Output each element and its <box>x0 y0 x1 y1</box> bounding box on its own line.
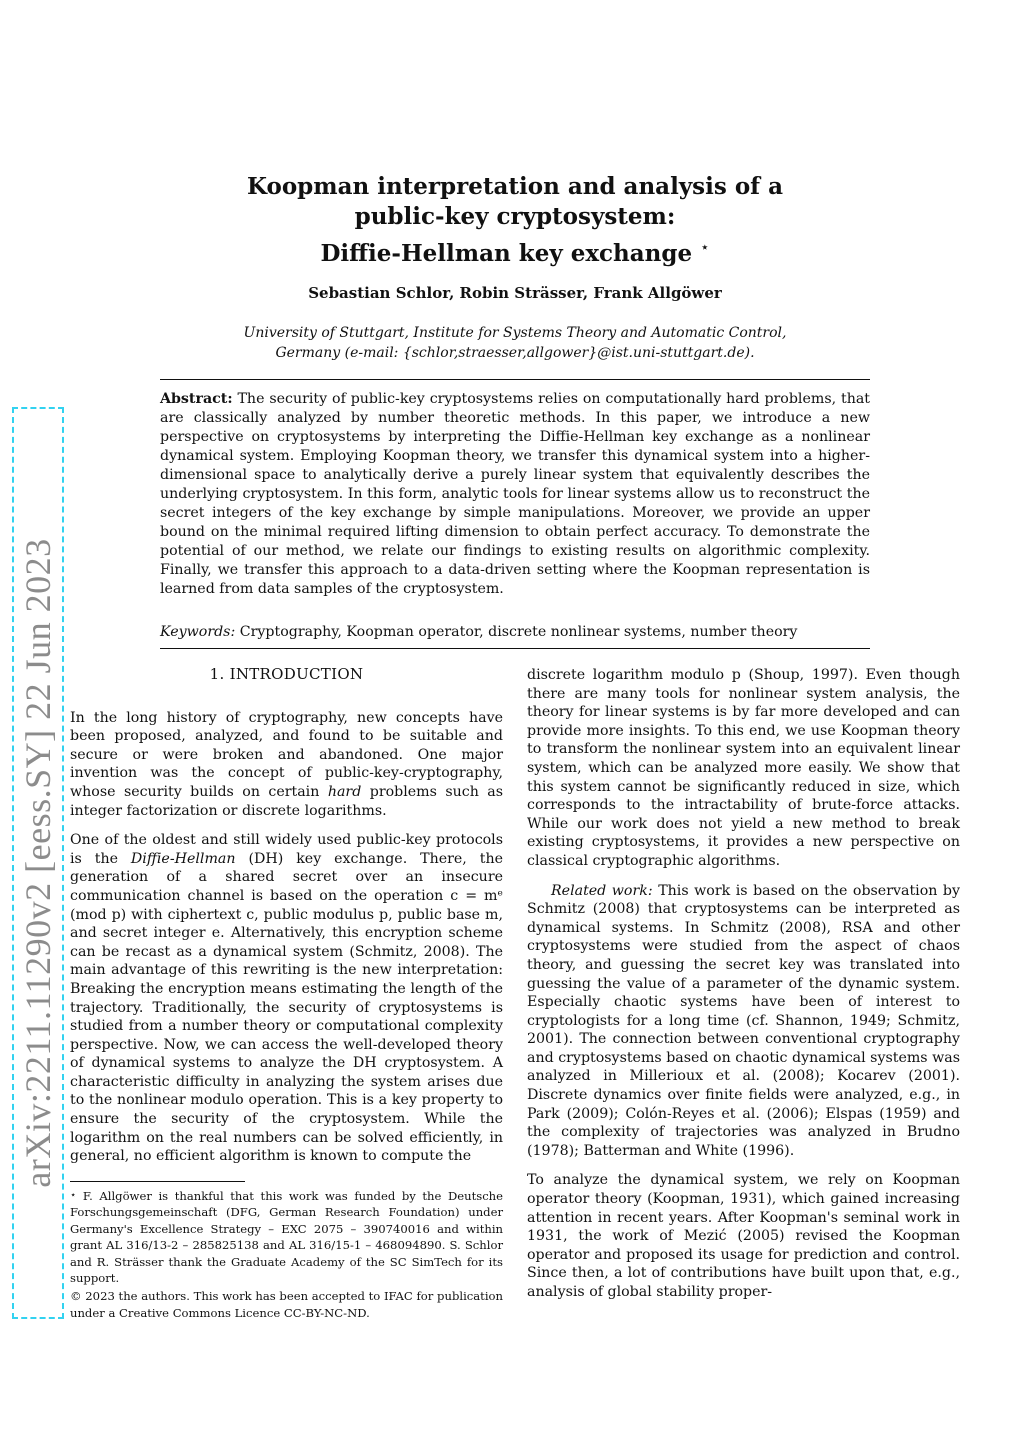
intro-paragraph-1: In the long history of cryptography, new concepts have been proposed, analyzed, and found to be suitable and secure or were broken and abandoned. One major invention was the concept of public-key-cryptography, whose security builds on certain hard problems such as integer factorization or discrete logarithms. <box>70 709 504 819</box>
related-work-paragraph: Related work: This work is based on the observation by Schmitz (2008) that cryptosystems can be interpreted as dynamical systems. In Schmitz (2008), RSA and other cryptosystems were studied from the aspect of chaos theory, and guessing the secret key was translated into guessing the value of a parameter of the dynamic system. Especially chaotic systems have been of interest to cryptologists for a long time (cf. Shannon, 1949; Schmitz, 2001). The connection between conventional cryptography and cryptosystems based on chaotic dynamical systems was analyzed in Millerioux et al. (2008); Kocarev (2001). Discrete dynamics over finite fields were analyzed, e.g., in Park (2009); Colón-Reyes et al. (2006); Elspas (1959) and the complexity of trajectories was analyzed in Brudno (1978); Batterman and White (1996). <box>527 882 961 1159</box>
abstract-label: Abstract: <box>160 391 233 407</box>
title-line-3 <box>160 232 870 269</box>
intro-paragraph-3: discrete logarithm modulo p (Shoup, 1997). Even though there are many tools for nonlinear system analysis, the theory for linear systems is by far more developed and can provide more insights. To this end, we use Koopman theory to transform the nonlinear system into an equivalent linear system, which can be analyzed more easily. We show that this system cannot be significantly reduced in size, which corresponds to the intractability of brute-force attacks. While our work does not yield a new method to break existing cryptosystems, it provides a new perspective on classical cryptographic algorithms. <box>527 667 960 869</box>
abstract-text: The security of public-key cryptosystems relies on computationally hard problems, that are classically analyzed by number theoretic methods. In this paper, we introduce a new perspective on cryptosystems by interpreting the Diffie-Hellman key exchange as a nonlinear dynamical system. Employing Koopman theory, we transfer this dynamical system into a higher-dimensional space to analytically derive a purely linear system that equivalently describes the underlying cryptosystem. In this form, analytic tools for linear systems allow us to reconstruct the secret integers of the key exchange by simple manipulations. Moreover, we provide an upper bound on the minimal required lifting dimension to obtain perfect accuracy. To demonstrate the potential of our method, we relate our findings to existing results on algorithmic complexity. Finally, we transfer this approach to a data-driven setting where the Koopman representation is learned from data samples of the cryptosystem. <box>160 391 870 597</box>
emphasis-diffie-hellman: Diffie-Hellman <box>130 850 236 867</box>
title-line-3-text: Diffie-Hellman key exchange <box>320 240 693 267</box>
left-column <box>70 665 503 1177</box>
title-footnote-mark: ⋆ <box>700 238 710 256</box>
arxiv-stamp <box>12 407 64 1319</box>
right-column <box>527 666 960 1313</box>
footnote-star: ⋆ <box>70 1190 77 1201</box>
footnote-rule <box>70 1181 245 1182</box>
emphasis-hard: hard <box>327 783 362 800</box>
footnote-copyright: © 2023 the authors. This work has been accepted to IFAC for publication under a Creative Commons Licence CC-BY-NC-ND. <box>70 1289 503 1320</box>
arxiv-id: arXiv:2211.11290v2 [eess.SY] 22 Jun 2023 <box>18 538 58 1188</box>
abstract-top-rule <box>160 379 870 380</box>
keywords-text: Cryptography, Koopman operator, discrete nonlinear systems, number theory <box>239 624 798 640</box>
footnotes <box>70 1188 503 1323</box>
paper-title <box>160 172 870 269</box>
affiliation-line-2: Germany (e-mail: {schlor,straesser,allgower}@ist.uni-stuttgart.de). <box>275 345 755 361</box>
intro-paragraph-4: To analyze the dynamical system, we rely on Koopman operator theory (Koopman, 1931), which gained increasing attention in recent years. After Koopman's seminal work in 1931, the work of Mezić (2005) revised the Koopman operator and proposed its usage for prediction and control. Since then, a lot of contributions have built upon that, e.g., analysis of global stability proper- <box>527 1172 960 1300</box>
section-heading-introduction: 1. INTRODUCTION <box>209 665 364 683</box>
affiliation <box>160 323 870 363</box>
title-line-2: public-key cryptosystem: <box>354 203 676 230</box>
affiliation-line-1: University of Stuttgart, Institute for Systems Theory and Automatic Control, <box>243 325 787 341</box>
footnote-funding: ⋆ F. Allgöwer is thankful that this work was funded by the Deutsche Forschungsgemeinschaft (DFG, German Research Foundation) under Germany's Excellence Strategy – EXC 2075 – 390740016 and within grant AL 316/13-2 – 285825138 and AL 316/15-1 – 468094890. S. Schlor and R. Strässer thank the Graduate Academy of the SC SimTech for its support. <box>70 1189 504 1286</box>
related-work-label: Related work: <box>551 882 653 899</box>
intro-paragraph-2: One of the oldest and still widely used public-key protocols is the Diffie-Hellman (DH) key exchange. There, the generation of a shared secret over an insecure communication channel is based on the operation c = mᵉ (mod p) with ciphertext c, public modulus p, public base m, and secret integer e. Alternatively, this encryption scheme can be recast as a dynamical system (Schmitz, 2008). The main advantage of this rewriting is the new interpretation: Breaking the encryption means estimating the length of the trajectory. Traditionally, the security of cryptosystems is studied from a number theory or computational complexity perspective. Now, we can access the well-developed theory of dynamical systems to analyze the DH cryptosystem. A characteristic difficulty in analyzing the system arises due to the nonlinear modulo operation. This is a key property to ensure the security of the cryptosystem. While the logarithm on the real numbers can be solved efficiently, in general, no efficient algorithm is known to compute the <box>70 832 503 1165</box>
authors: Sebastian Schlor, Robin Strässer, Frank Allgöwer <box>308 284 722 302</box>
title-line-1: Koopman interpretation and analysis of a <box>247 173 783 200</box>
keywords-label: Keywords: <box>160 624 236 640</box>
abstract <box>160 390 870 599</box>
keywords <box>160 623 870 642</box>
abstract-bottom-rule <box>160 648 870 649</box>
